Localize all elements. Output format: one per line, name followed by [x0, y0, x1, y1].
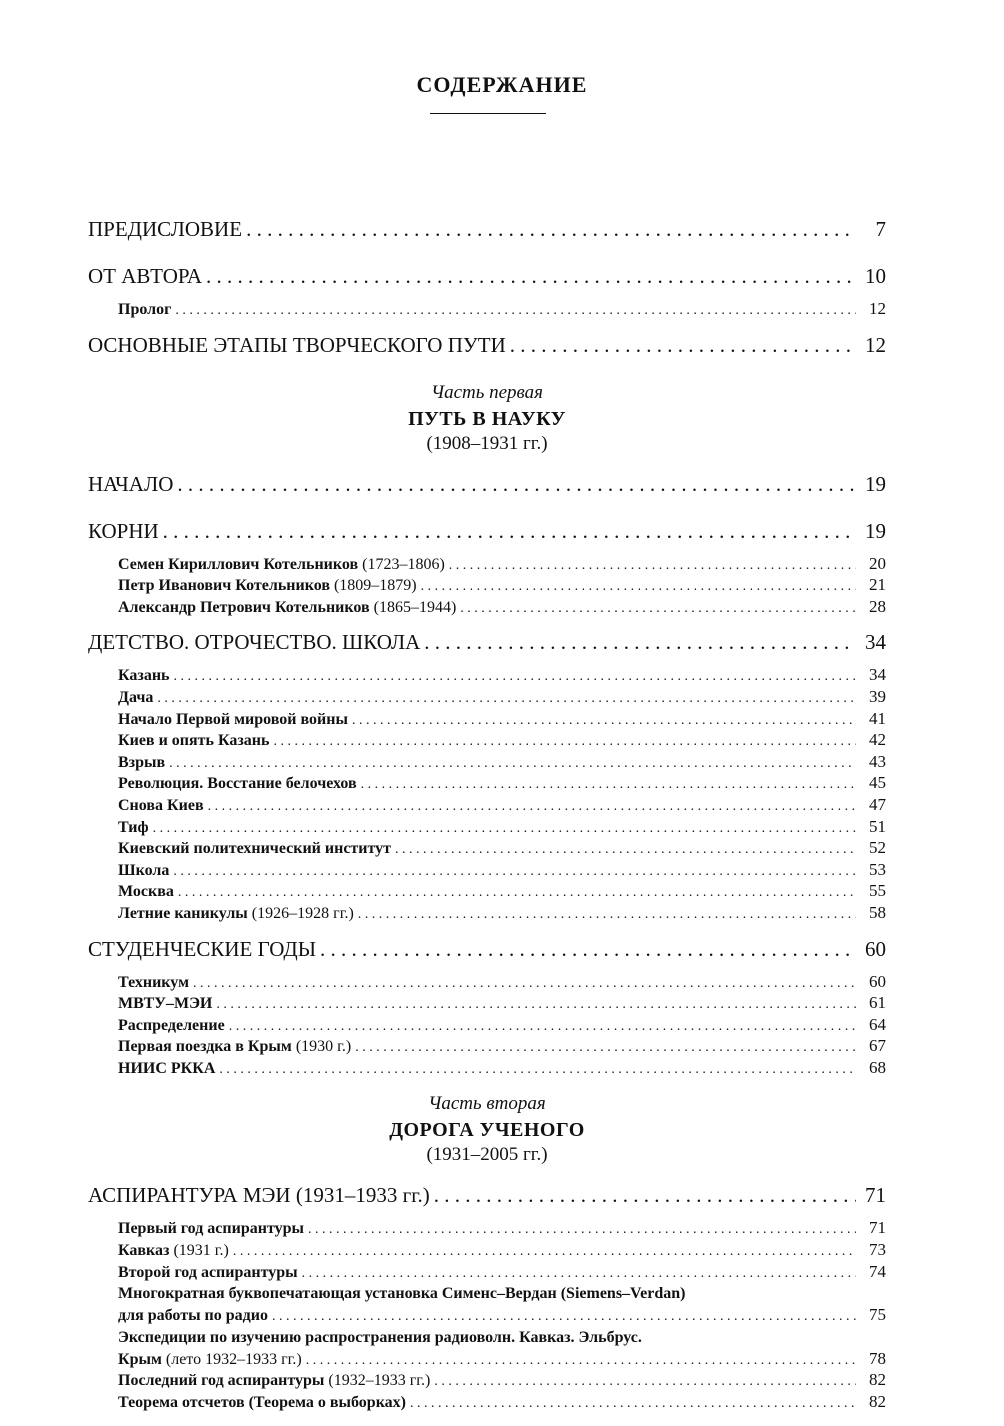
subsection-title	[118, 1394, 406, 1412]
toc-chapter	[88, 1183, 886, 1218]
subsection-title-bold: Казань	[118, 667, 170, 685]
subsection-years: (1809–1879)	[329, 577, 417, 595]
subsection-years: (лето 1932–1933 гг.)	[161, 1350, 302, 1368]
subsection-title-bold: Распределение	[118, 1016, 225, 1034]
dot-leader	[308, 1222, 856, 1238]
subsection-title-bold: Петр Иванович Котельников	[118, 577, 330, 595]
subsection-title-bold: Крым	[118, 1350, 162, 1368]
subsection-title-bold: Летние каникулы	[118, 904, 248, 922]
subsection-title	[118, 862, 169, 880]
dot-leader	[219, 1062, 856, 1078]
dot-leader	[175, 303, 856, 319]
toc-subsection-line[interactable]	[118, 817, 886, 839]
toc-chapter	[88, 217, 886, 252]
dot-leader	[358, 907, 856, 923]
page-number: 61	[869, 993, 886, 1013]
subsection-title	[118, 974, 189, 992]
toc-subsection-list	[88, 554, 886, 619]
page-number: 19	[865, 471, 886, 496]
page-number: 78	[869, 1348, 886, 1368]
toc-subsection-line[interactable]	[118, 665, 886, 687]
toc-subsection-line[interactable]	[118, 795, 886, 817]
page-number: 58	[869, 902, 886, 922]
subsection-title-first-line: Экспедиции по изучению распространения радиоволн. Кавказ. Эльбрус.	[118, 1328, 642, 1346]
part-heading	[88, 380, 886, 456]
toc-chapter-line[interactable]	[88, 333, 886, 368]
subsection-title-bold: Второй год аспирантуры	[118, 1263, 298, 1281]
chapter-title: НАЧАЛО	[88, 471, 174, 496]
page-title: СОДЕРЖАНИЕ	[416, 72, 588, 97]
toc-subsection-line[interactable]	[118, 597, 886, 619]
toc-subsection-list	[88, 1218, 886, 1413]
page-number: 42	[869, 730, 886, 750]
title-rule	[430, 113, 546, 114]
toc-subsection-line[interactable]	[118, 1240, 886, 1262]
dot-leader	[410, 1396, 856, 1412]
page-number: 28	[869, 596, 886, 616]
chapter-title: ОТ АВТОРА	[88, 264, 203, 288]
page-number: 71	[869, 1218, 886, 1238]
subsection-title	[118, 840, 391, 858]
toc-subsection-line[interactable]	[118, 554, 886, 576]
subsection-title	[118, 1351, 302, 1369]
subsection-title	[118, 797, 204, 815]
dot-leader	[424, 630, 856, 655]
page-number: 20	[869, 553, 886, 573]
subsection-title	[118, 711, 348, 729]
toc-section	[88, 519, 886, 619]
dot-leader	[320, 937, 856, 962]
page-number: 34	[869, 665, 886, 685]
subsection-title	[118, 667, 170, 685]
page-number: 47	[869, 794, 886, 814]
subsection-title	[118, 689, 153, 707]
subsection-title	[118, 754, 165, 772]
dot-leader	[246, 217, 856, 242]
subsection-title-bold: Революция. Восстание белочехов	[118, 775, 357, 793]
subsection-title	[118, 995, 212, 1013]
toc-chapter	[88, 472, 886, 507]
dot-leader	[208, 799, 856, 815]
subsection-title-bold: Семен Кириллович Котельников	[118, 555, 359, 573]
toc-chapter	[88, 333, 886, 368]
toc-chapter-line[interactable]	[88, 264, 886, 299]
chapter-title: ДЕТСТВО. ОТРОЧЕСТВО. ШКОЛА	[88, 630, 421, 655]
subsection-title	[118, 301, 171, 319]
toc-chapter	[88, 519, 886, 554]
page-number: 64	[869, 1014, 886, 1034]
page-number: 67	[869, 1036, 886, 1056]
page-number: 39	[869, 686, 886, 706]
chapter-title: АСПИРАНТУРА МЭИ (1931–1933 гг.)	[88, 1183, 430, 1208]
dot-leader	[169, 756, 856, 772]
toc-subsection-list	[88, 665, 886, 924]
toc-chapter-line[interactable]	[88, 519, 886, 554]
page-number: 55	[869, 881, 886, 901]
toc-chapter-line[interactable]	[88, 217, 886, 252]
page-number: 68	[869, 1057, 886, 1077]
dot-leader	[233, 1244, 856, 1260]
page-number: 75	[869, 1305, 886, 1325]
page-number: 43	[869, 751, 886, 771]
dot-leader	[306, 1353, 856, 1369]
part-years: (1931–2005 гг.)	[426, 1144, 548, 1166]
subsection-title-bold: Взрыв	[118, 753, 166, 771]
toc-section	[88, 264, 886, 321]
toc-chapter-line[interactable]	[88, 1183, 886, 1218]
toc-subsection-line[interactable]	[118, 838, 886, 860]
subsection-title	[118, 1038, 351, 1056]
toc-section	[88, 1183, 886, 1413]
page-number: 10	[865, 264, 886, 288]
toc-chapter	[88, 937, 886, 972]
subsection-title	[118, 905, 354, 923]
subsection-title	[118, 1220, 304, 1238]
toc-subsection-list	[88, 299, 886, 321]
dot-leader	[434, 1374, 856, 1390]
toc-subsection-line[interactable]	[118, 1015, 886, 1037]
subsection-title-bold: Техникум	[118, 973, 189, 991]
dot-leader	[355, 1040, 856, 1056]
dot-leader	[157, 691, 856, 707]
subsection-title	[118, 775, 357, 793]
chapter-title: КОРНИ	[88, 518, 159, 543]
part-title: ДОРОГА УЧЕНОГО	[389, 1119, 585, 1142]
page-number: 74	[869, 1261, 886, 1281]
page-number: 51	[869, 816, 886, 836]
dot-leader	[460, 601, 856, 617]
toc-subsection-line[interactable]	[118, 881, 886, 903]
page-number: 12	[865, 332, 886, 357]
dot-leader	[421, 579, 856, 595]
toc-subsection-line[interactable]	[118, 993, 886, 1015]
page-number: 52	[869, 838, 886, 858]
subsection-title	[118, 1242, 229, 1260]
dot-leader	[173, 864, 856, 880]
subsection-title-bold: Начало Первой мировой войны	[118, 710, 348, 728]
dot-leader	[174, 669, 857, 685]
chapter-title: ПРЕДИСЛОВИЕ	[88, 217, 243, 241]
subsection-title-bold: НИИС РККА	[118, 1059, 216, 1077]
chapter-title: ОСНОВНЫЕ ЭТАПЫ ТВОРЧЕСКОГО ПУТИ	[88, 332, 506, 357]
subsection-title	[118, 599, 456, 617]
subsection-title-bold: Киевский политехнический институт	[118, 840, 391, 858]
subsection-title-bold: Александр Петрович Котельников	[118, 598, 370, 616]
page-number: 12	[869, 299, 886, 318]
subsection-title-bold: для работы по радио	[118, 1307, 268, 1325]
subsection-title-bold: Пролог	[118, 301, 172, 318]
subsection-title-bold: Последний год аспирантуры	[118, 1372, 325, 1390]
dot-leader	[229, 1019, 856, 1035]
subsection-title	[118, 1372, 430, 1390]
page-number: 82	[869, 1392, 886, 1412]
subsection-title	[118, 1060, 215, 1078]
toc-subsection-line[interactable]	[118, 1262, 886, 1284]
part-title: ПУТЬ В НАУКУ	[408, 407, 566, 430]
dot-leader	[272, 1309, 856, 1325]
toc-section	[88, 217, 886, 252]
dot-leader	[206, 264, 856, 289]
subsection-title-bold: Тиф	[118, 818, 149, 836]
toc-subsection-line[interactable]	[118, 773, 886, 795]
toc-subsection-line[interactable]	[118, 1036, 886, 1058]
subsection-years: (1723–1806)	[358, 555, 445, 573]
subsection-title	[118, 883, 174, 901]
subsection-years: (1932–1933 гг.)	[324, 1372, 431, 1390]
page-number: 53	[869, 859, 886, 879]
part-years: (1908–1931 гг.)	[426, 432, 548, 454]
subsection-title-bold: Школа	[118, 861, 170, 879]
page-number: 21	[869, 575, 886, 595]
chapter-title: СТУДЕНЧЕСКИЕ ГОДЫ	[88, 936, 317, 961]
subsection-title-bold: МВТУ–МЭИ	[118, 995, 213, 1013]
toc-section	[88, 937, 886, 1080]
page-number: 41	[869, 708, 886, 728]
subsection-title	[118, 819, 149, 837]
part-label: Часть первая	[430, 381, 544, 403]
dot-leader	[177, 472, 856, 497]
toc-subsection-line[interactable]	[118, 1370, 886, 1392]
toc-subsection-line[interactable]	[118, 903, 886, 925]
toc-subsection-line[interactable]	[118, 1392, 886, 1414]
toc-chapter-line[interactable]	[88, 937, 886, 972]
page-number: 71	[865, 1183, 886, 1208]
toc-subsection-line[interactable]	[118, 1349, 886, 1371]
page-number: 82	[869, 1370, 886, 1390]
subsection-title-bold: Снова Киев	[118, 796, 204, 814]
dot-leader	[163, 519, 856, 544]
subsection-title-bold: Первый год аспирантуры	[118, 1220, 304, 1238]
dot-leader	[153, 821, 856, 837]
dot-leader	[216, 997, 856, 1013]
toc-section	[88, 472, 886, 507]
subsection-title	[118, 1017, 225, 1035]
subsection-title-bold: Дача	[118, 688, 154, 706]
subsection-title	[118, 1264, 298, 1282]
subsection-title-first-line: Многократная буквопечатающая установка Сименс–Вердан (Siemens–Verdan)	[118, 1285, 686, 1303]
toc-subsection-line[interactable]	[118, 730, 886, 752]
subsection-title-bold: Первая поездка в Крым	[118, 1038, 292, 1056]
toc-subsection-line[interactable]	[118, 972, 886, 994]
subsection-title-bold: Киев и опять Казань	[118, 732, 270, 750]
toc-subsection-line[interactable]	[118, 1305, 886, 1327]
toc-subsection-line[interactable]	[118, 1218, 886, 1240]
dot-leader	[273, 734, 856, 750]
toc-subsection-line[interactable]	[118, 860, 886, 882]
dot-leader	[352, 713, 856, 729]
dot-leader	[510, 333, 856, 358]
page-number: 73	[869, 1240, 886, 1260]
dot-leader	[361, 777, 856, 793]
toc-chapter-line[interactable]	[88, 472, 886, 507]
subsection-title	[118, 577, 417, 595]
subsection-title-bold: Кавказ	[118, 1242, 170, 1260]
table-of-contents	[88, 217, 886, 1426]
toc-chapter	[88, 264, 886, 299]
subsection-title-bold: Теорема отсчетов (Теорема о выборках)	[118, 1394, 406, 1412]
dot-leader	[178, 885, 856, 901]
subsection-title	[118, 732, 269, 750]
subsection-years: (1926–1928 гг.)	[247, 904, 354, 922]
toc-subsection-line[interactable]	[118, 752, 886, 774]
dot-leader	[395, 842, 856, 858]
dot-leader	[193, 976, 856, 992]
toc-subsection-line[interactable]	[118, 687, 886, 709]
toc-subsection-line[interactable]	[118, 709, 886, 731]
toc-section	[88, 630, 886, 924]
page-number: 34	[865, 630, 886, 655]
toc-chapter-line[interactable]	[88, 630, 886, 665]
page-number: 60	[865, 936, 886, 961]
dot-leader	[302, 1266, 856, 1282]
toc-subsection-line[interactable]	[118, 299, 886, 321]
subsection-years: (1931 г.)	[169, 1242, 229, 1260]
page-number: 7	[875, 217, 886, 241]
subsection-years: (1865–1944)	[369, 598, 457, 616]
page-number: 19	[865, 518, 886, 543]
subsection-title	[118, 556, 445, 574]
dot-leader	[449, 558, 856, 574]
toc-section	[88, 333, 886, 368]
toc-subsection-list	[88, 972, 886, 1080]
toc-subsection-line[interactable]	[118, 1058, 886, 1080]
part-heading	[88, 1091, 886, 1167]
subsection-title	[118, 1307, 268, 1325]
toc-subsection-line[interactable]	[118, 575, 886, 597]
subsection-title-bold: Москва	[118, 883, 174, 901]
page-number: 60	[869, 971, 886, 991]
dot-leader	[434, 1183, 856, 1208]
subsection-years: (1930 г.)	[291, 1038, 352, 1056]
part-label: Часть вторая	[428, 1093, 546, 1115]
page-number: 45	[869, 773, 886, 793]
toc-chapter	[88, 630, 886, 665]
